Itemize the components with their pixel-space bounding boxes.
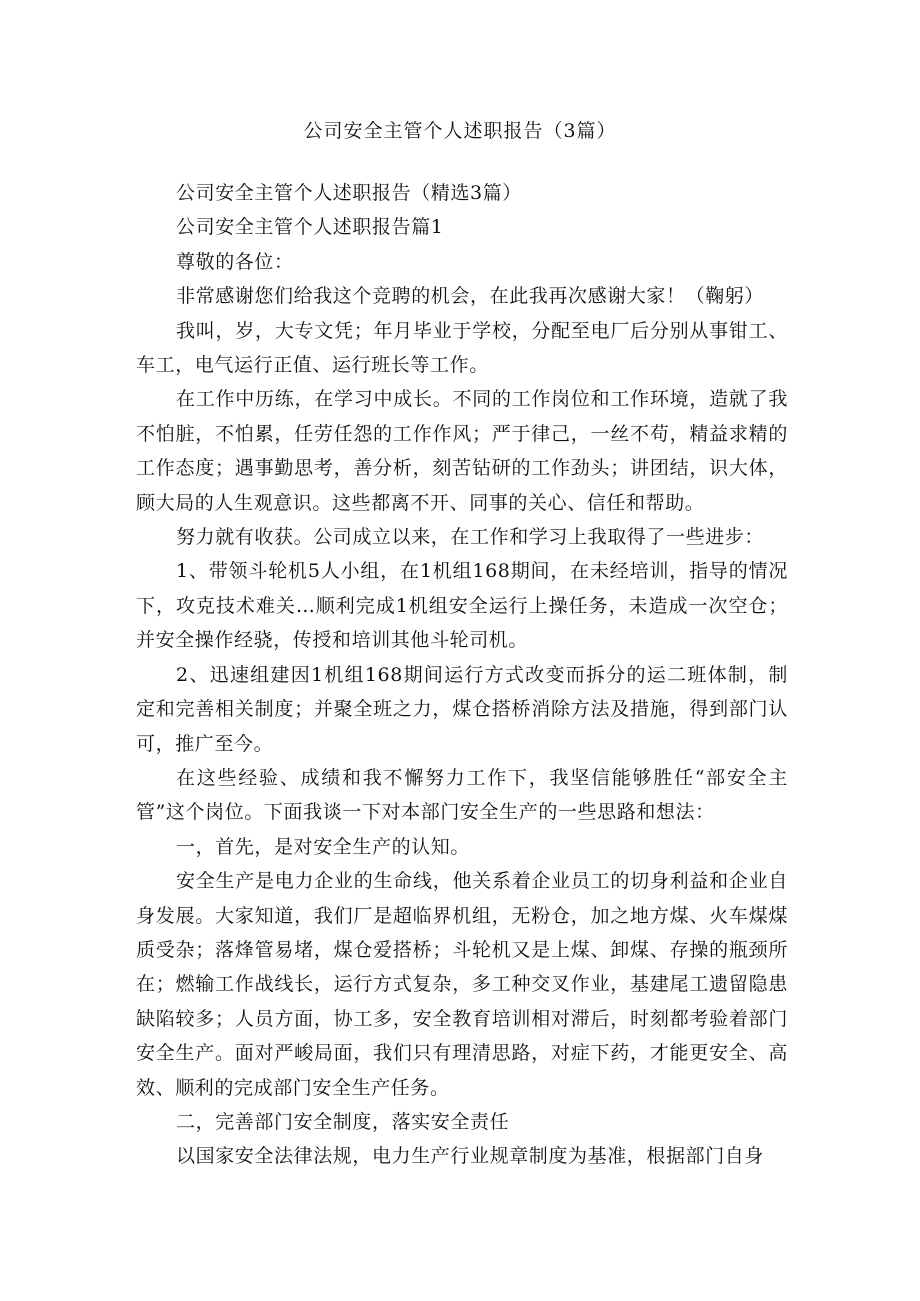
paragraph: 公司安全主管个人述职报告篇1: [176, 216, 444, 239]
paragraph: 非常感谢您们给我这个竞聘的机会，在此我再次感谢大家！（鞠躬）: [176, 285, 765, 308]
document-title: 公司安全主管个人述职报告（3篇）: [303, 120, 617, 142]
paragraph: 2、迅速组建因1机组168期间运行方式改变而拆分的运二班体制，制定和完善相关制度；并聚全班之力，煤仓搭桥消除方法及措施，得到部门认可，推广至今。: [136, 663, 788, 755]
paragraph: 在这些经验、成绩和我不懈努力工作下，我坚信能够胜任“部安全主管”这个岗位。下面我谈一下对本部门安全生产的一些思路和想法：: [136, 766, 788, 824]
paragraph: 我叫，岁，大专文凭；年月毕业于学校，分配至电厂后分别从事钳工、车工，电气运行正值、运行班长等工作。: [136, 319, 788, 377]
paragraph: 一，首先，是对安全生产的认知。: [176, 835, 471, 858]
paragraph: 1、带领斗轮机5人小组，在1机组168期间，在未经培训，指导的情况下，攻克技术难关…顺利完成1机组安全运行上操任务，未造成一次空仓；并安全操作经骁，传授和培训其他斗轮司机。: [136, 560, 788, 652]
paragraph: 尊敬的各位：: [176, 250, 294, 273]
paragraph: 二，完善部门安全制度，落实安全责任: [176, 1110, 510, 1133]
paragraph: 公司安全主管个人述职报告（精选3篇）: [176, 182, 522, 204]
paragraph: 努力就有收获。公司成立以来，在工作和学习上我取得了一些进步：: [176, 526, 765, 549]
paragraph: 安全生产是电力企业的生命线，他关系着企业员工的切身利益和企业自身发展。大家知道，我们厂是超临界机组，无粉仓，加之地方煤、火车煤煤质受杂；落烽管易堵，煤仓爱搭桥；斗轮机又是上煤、卸煤、存操的瓶颈所在；燃输工作战线长，运行方式复杂，多工种交叉作业，基建尾工遗留隐患缺陷较多；人员方面，协工多，安全教育培训相对滞后，时刻都考验着部门安全生产。面对严峻局面，我们只有理清思路，对症下药，才能更安全、高效、顺利的完成部门安全生产任务。: [136, 870, 788, 1099]
document-body: [136, 176, 788, 1174]
paragraph: 以国家安全法律法规，电力生产行业规章制度为基准，根据部门自身: [176, 1145, 765, 1168]
paragraph: 在工作中历练，在学习中成长。不同的工作岗位和工作环境，造就了我不怕脏，不怕累，任劳任怨的工作作风；严于律己，一丝不苟，精益求精的工作态度；遇事勤思考，善分析，刻苦钻研的工作劲头；讲团结，识大体，顾大局的人生观意识。这些都离不开、同事的关心、信任和帮助。: [136, 388, 788, 514]
